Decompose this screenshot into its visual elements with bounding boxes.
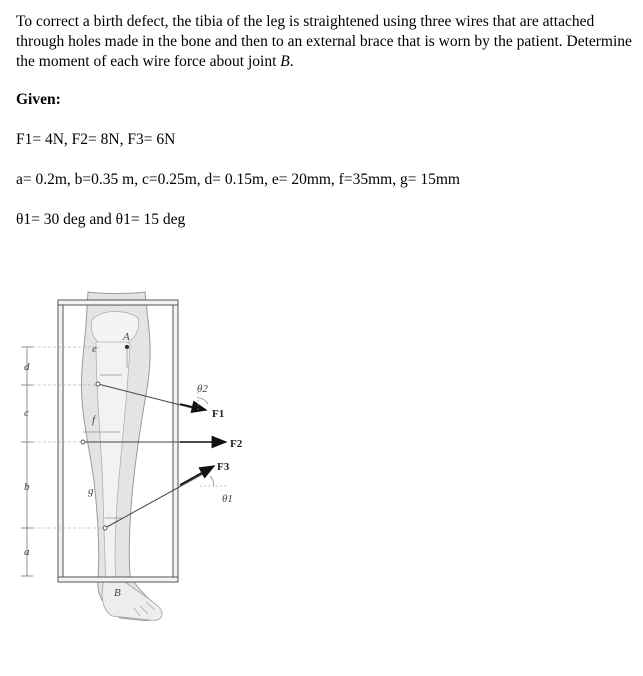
given-angles: θ1= 30 deg and θ1= 15 deg (16, 211, 186, 228)
force-label-f2: F2 (230, 438, 243, 450)
offset-label-g: g (88, 485, 94, 497)
force-label-f3: F3 (217, 461, 230, 473)
given-forces: F1= 4N, F2= 8N, F3= 6N (16, 131, 176, 148)
statement-suffix: . (289, 53, 294, 70)
offset-label-e: e (92, 343, 97, 355)
leg-brace-figure (0, 280, 280, 650)
brace-top-bar (58, 300, 178, 305)
problem-intro (16, 12, 634, 72)
point-a-label: A (123, 331, 130, 343)
force-arrow-f3 (180, 466, 214, 485)
angle-arc-theta2 (198, 398, 208, 404)
brace-left-rail (58, 300, 63, 582)
problem-statement (16, 12, 634, 72)
point-b-label: B (114, 587, 121, 599)
dim-label-d: d (24, 361, 30, 373)
statement-prefix: To correct a birth defect, the tibia of the leg is straightened using three wires that are attached through holes made in the bone and then to an external brace that is worn by the patient. Determine the moment of each wire force about joint (16, 13, 632, 70)
dim-label-c: c (24, 407, 29, 419)
dim-label-a: a (24, 546, 30, 558)
offset-label-f: f (92, 414, 96, 426)
hole-3 (103, 526, 107, 530)
hole-1 (96, 382, 100, 386)
statement-joint-label: B (280, 53, 290, 70)
brace-bottom-bar (58, 577, 178, 582)
angle-label-theta1: θ1 (222, 493, 233, 505)
given-heading: Given: (16, 91, 61, 108)
angle-arc-theta1 (210, 476, 214, 486)
dim-label-b: b (24, 481, 30, 493)
brace-right-rail (173, 300, 178, 582)
force-label-f1: F1 (212, 408, 225, 420)
hole-2 (81, 440, 85, 444)
knee-joint (91, 311, 138, 342)
angle-label-theta2: θ2 (197, 383, 208, 395)
force-arrow-f1 (180, 404, 206, 410)
given-dimensions: a= 0.2m, b=0.35 m, c=0.25m, d= 0.15m, e= 20mm, f=35mm, g= 15mm (16, 171, 460, 188)
leg-brace-diagram (0, 280, 280, 650)
